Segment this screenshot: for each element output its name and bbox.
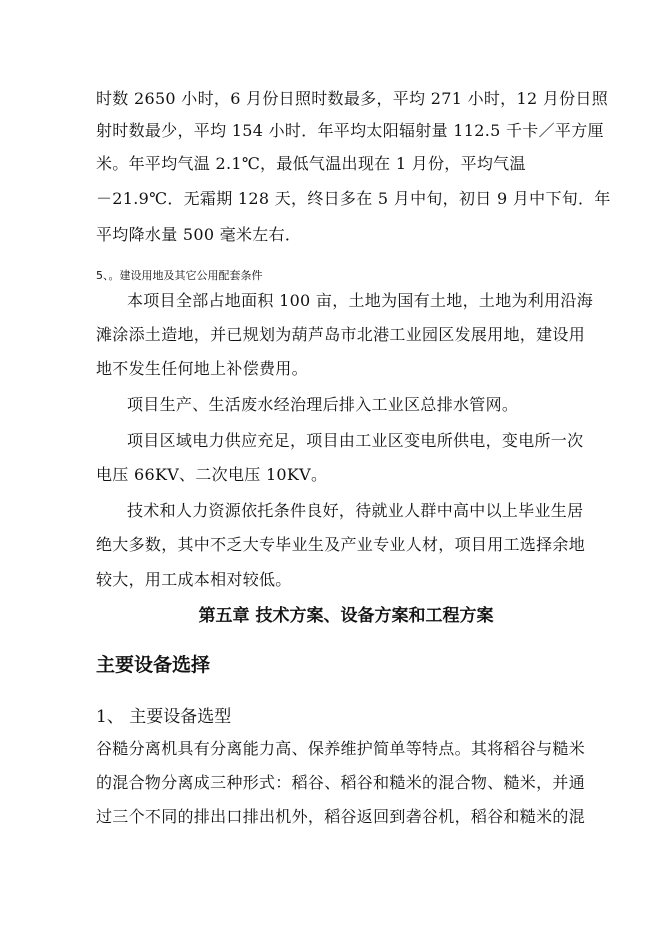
equipment-line-1: 谷糙分离机具有分离能力高、保养维护简单等特点。其将稻谷与糙米 (96, 739, 586, 758)
labor-line-3: 较大，用工成本相对较低。 (96, 570, 292, 589)
section-heading: 主要设备选择 (96, 654, 211, 676)
power-line-1: 项目区域电力供应充足，项目由工业区变电所供电，变电所一次 (127, 431, 584, 450)
climate-line-2: 射时数最少，平均 154 小时．年平均太阳辐射量 112.5 千卡／平方厘 (96, 121, 604, 140)
land-line-2: 滩涂添土造地，并已规划为葫芦岛市北港工业园区发展用地，建设用 (96, 325, 586, 344)
climate-line-3: 米。年平均气温 2.1℃，最低气温出现在 1 月份，平均气温 (96, 154, 526, 173)
section-5-heading: 5、。建设用地及其它公用配套条件 (96, 269, 263, 282)
climate-line-5: 平均降水量 500 毫米左右． (96, 225, 302, 244)
equipment-line-3: 过三个不同的排出口排出机外，稻谷返回到砻谷机，稻谷和糙米的混 (96, 807, 586, 826)
climate-line-4: －21.9℃．无霜期 128 天，终日多在 5 月中旬，初日 9 月中下旬．年 (96, 189, 611, 208)
labor-line-1: 技术和人力资源依托条件良好，待就业人群中高中以上毕业生居 (127, 501, 584, 520)
labor-line-2: 绝大多数，其中不乏大专毕业生及产业专业人材，项目用工选择余地 (96, 535, 586, 554)
equipment-line-2: 的混合物分离成三种形式：稻谷、稻谷和糙米的混合物、糙米，并通 (96, 773, 586, 792)
power-line-2: 电压 66KV、二次电压 10KV。 (96, 465, 328, 484)
climate-line-1: 时数 2650 小时，6 月份日照时数最多，平均 271 小时，12 月份日照 (96, 89, 609, 108)
water-line-1: 项目生产、生活废水经治理后排入工业区总排水管网。 (127, 395, 519, 414)
land-line-1: 本项目全部占地面积 100 亩，土地为国有土地，土地为利用沿海 (127, 291, 594, 310)
subsection-heading: 1、 主要设备选型 (96, 707, 232, 727)
land-line-3: 地不发生任何地上补偿费用。 (96, 359, 308, 378)
chapter-title: 第五章 技术方案、设备方案和工程方案 (198, 606, 494, 626)
